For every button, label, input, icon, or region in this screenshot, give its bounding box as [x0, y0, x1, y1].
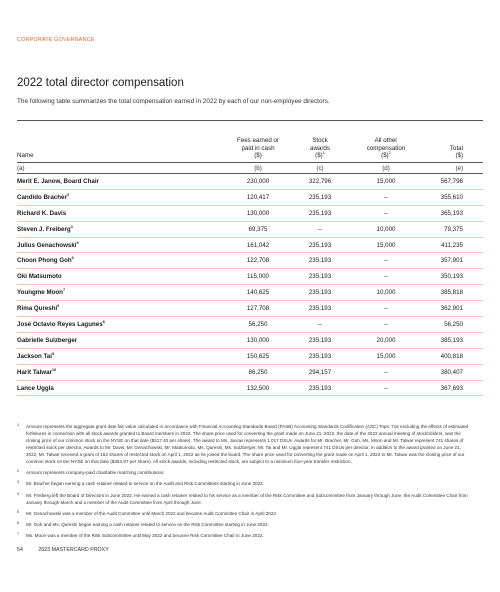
stock-awards-cell: 235,193	[294, 380, 346, 396]
header-fees: Fees earned or paid in cash ($)	[237, 137, 279, 159]
footnote: 3 Mr. Bracher began earning a cash retainer related to service on the Audit and Risk Committees starting in June 2022.	[17, 480, 264, 487]
footnote-marker: 5	[76, 240, 79, 245]
total-cell: 357,901	[426, 253, 483, 269]
fees-cell: 130,000	[222, 332, 294, 348]
total-cell: 367,693	[426, 380, 483, 396]
intro-text: The following table summarizes the total compensation earned in 2022 by each of our non-employee directors.	[17, 98, 330, 105]
footnote: 2 Amount represents company-paid charitable matching contributions.	[17, 469, 165, 476]
table-row	[17, 364, 483, 380]
footnotes	[17, 423, 483, 543]
director-name: Harit Talwar$^{10}$	[17, 364, 222, 380]
fees-cell: 150,625	[222, 348, 294, 364]
director-name: Youngme Moon$^7$	[17, 285, 222, 301]
stock-awards-cell: 235,193	[294, 348, 346, 364]
other-compensation-cell: –	[346, 380, 426, 396]
stock-awards-cell: –	[294, 221, 346, 237]
total-cell: 385,818	[426, 285, 483, 301]
total-cell: 567,796	[426, 174, 483, 190]
table-row	[17, 285, 483, 301]
total-cell: 79,375	[426, 221, 483, 237]
stock-awards-cell: 235,193	[294, 269, 346, 285]
other-compensation-cell: –	[346, 301, 426, 317]
director-name: Steven J. Freiberg$^4$	[17, 221, 222, 237]
table-row	[17, 189, 483, 205]
fees-cell: 86,250	[222, 364, 294, 380]
director-name: Oki Matsumoto	[17, 269, 222, 285]
page-footer	[17, 547, 109, 553]
fees-cell: 161,042	[222, 237, 294, 253]
total-cell: 411,235	[426, 237, 483, 253]
table-row	[17, 205, 483, 221]
other-compensation-cell: 10,000	[346, 221, 426, 237]
table-row	[17, 380, 483, 396]
other-compensation-cell: –	[346, 253, 426, 269]
total-cell: 385,193	[426, 332, 483, 348]
fees-cell: 140,625	[222, 285, 294, 301]
table-row	[17, 237, 483, 253]
other-compensation-cell: –	[346, 205, 426, 221]
stock-awards-cell: 235,193	[294, 285, 346, 301]
director-name: Julius Genachowski$^5$	[17, 237, 222, 253]
table-row	[17, 317, 483, 333]
stock-awards-cell: 235,193	[294, 253, 346, 269]
table-row	[17, 221, 483, 237]
table-row	[17, 301, 483, 317]
table-row	[17, 174, 483, 190]
other-compensation-cell: 15,000	[346, 174, 426, 190]
table-row	[17, 269, 483, 285]
fees-cell: 120,417	[222, 189, 294, 205]
other-compensation-cell: 15,000	[346, 237, 426, 253]
table-row	[17, 253, 483, 269]
footnote-marker: 3	[66, 192, 69, 197]
footnote-marker: 7	[62, 288, 66, 293]
section-label: CORPORATE GOVERNANCE	[17, 37, 95, 43]
footnote-marker: 6	[71, 256, 74, 261]
table-row	[17, 332, 483, 348]
stock-awards-cell: 235,193	[294, 332, 346, 348]
fees-cell: 56,250	[222, 317, 294, 333]
director-name: Gabrielle Sulzberger	[17, 332, 222, 348]
header-other-compensation: All other compensation ($)$^2$	[366, 137, 406, 159]
document-title: 2023 MASTERCARD PROXY	[38, 547, 109, 553]
stock-awards-cell: 294,157	[294, 364, 346, 380]
footnote-marker: 9	[51, 351, 55, 356]
footnote-marker: 8	[102, 319, 105, 324]
footnote-marker: 6	[57, 304, 60, 308]
header-name: Name	[17, 151, 34, 159]
fees-cell: 115,000	[222, 269, 294, 285]
director-name: José Octavio Reyes Lagunes$^8$	[17, 317, 222, 333]
stock-awards-cell: –	[294, 317, 346, 333]
stock-awards-cell: 235,193	[294, 301, 346, 317]
fees-cell: 130,000	[222, 205, 294, 221]
fees-cell: 69,375	[222, 221, 294, 237]
stock-awards-cell: 235,193	[294, 237, 346, 253]
fees-cell: 127,708	[222, 301, 294, 317]
total-cell: 365,193	[426, 205, 483, 221]
other-compensation-cell: –	[346, 269, 426, 285]
fees-cell: 122,708	[222, 253, 294, 269]
other-compensation-cell: –	[346, 317, 426, 333]
stock-awards-cell: 235,193	[294, 189, 346, 205]
fees-cell: 132,500	[222, 380, 294, 396]
director-name: Choon Phong Goh$^6$	[17, 253, 222, 269]
director-name: Merit E. Janow, Board Chair	[17, 174, 222, 190]
other-compensation-cell: 10,000	[346, 285, 426, 301]
footnote-marker: 10	[51, 367, 57, 372]
column-letter-row: (a) (b) (c) (d) (e)	[17, 163, 483, 174]
footnote: 7 Ms. Moon was a member of the Risk Subcommittee until May 2022 and became Risk Committee Chair in June 2022.	[17, 532, 264, 539]
table-header-row	[17, 121, 483, 163]
director-name: Lance Uggla	[17, 380, 222, 396]
total-cell: 400,818	[426, 348, 483, 364]
total-cell: 362,901	[426, 301, 483, 317]
page-number: 54	[17, 547, 23, 553]
footnote: 4 Mr. Freiberg left the Board of Directors in June 2022. He earned a cash retainer related to his service as a member of the Risk Committee and Subcommittee from January through June, the Audit Committee Chair from January through March and a member of the Audit Committee from April through June.	[17, 491, 468, 505]
director-name: Richard K. Davis	[17, 205, 222, 221]
stock-awards-cell: 235,193	[294, 205, 346, 221]
header-stock-awards: Stock awards ($)$^1$	[310, 137, 330, 159]
other-compensation-cell: 20,000	[346, 332, 426, 348]
director-name: Jackson Tai$^9$	[17, 348, 222, 364]
footnote: 1 Amount represents the aggregate grant date fair value calculated in accordance with Financial Accounting Standards Board (FASB) Accounting Standards Codification (ASC) Topic 718 excluding the effects of estimated forfeitures in connection with all stock awards granted to Board members in 2022. The share price used for converting the grant made on June 21, 2022, the date of the 2022 annual meeting of stockholders, was the closing price of our common stock on the NYSE on that date ($317.40 per share). The award to Ms. Janow represents 1,017 DSUs. Awards for Mr. Bracher, Mr. Goh, Ms. Moon and Mr. Talwar represent 741 shares of restricted stock per director. Awards to Mr. Davis, Mr. Genachowski, Mr. Matsumoto, Ms. Qureshi, Ms. Sulzberger, Mr. Tai and Mr. Uggla represent 741 DSUs per director. In addition to the award granted on June 21, 2022, Mr. Talwar received a grant of 162 shares of restricted stock on April 1, 2022 as he joined the board. The share price used for converting the grant made on April 1, 2022 to Mr. Talwar was the closing price of our common stock on the NYSE on that date ($363.97 per share). All stock awards, including restricted stock, are subject to a minimum four-year transfer restriction.	[17, 423, 469, 464]
fees-cell: 230,000	[222, 174, 294, 190]
total-cell: 380,407	[426, 364, 483, 380]
footnote-marker: 4	[70, 224, 73, 229]
total-cell: 355,610	[426, 189, 483, 205]
header-total: Total ($)	[449, 144, 463, 159]
total-cell: 56,250	[426, 317, 483, 333]
director-name: Rima Qureshi$^6$	[17, 301, 222, 317]
page-title: 2022 total director compensation	[17, 77, 184, 89]
table-row	[17, 348, 483, 364]
footnote: 5 Mr. Genachowski was a member of the Audit Committee until March 2022 and became Audit Committee Chair in April 2022.	[17, 509, 278, 516]
stock-awards-cell: 322,796	[294, 174, 346, 190]
director-name: Candido Bracher$^3$	[17, 189, 222, 205]
compensation-table	[17, 120, 483, 396]
footnote: 6 Mr. Goh and Ms. Qureshi began earning a cash retainer related to service on the Risk Committee starting in June 2022.	[17, 520, 269, 527]
other-compensation-cell: –	[346, 189, 426, 205]
other-compensation-cell: 15,000	[346, 348, 426, 364]
other-compensation-cell: –	[346, 364, 426, 380]
total-cell: 350,193	[426, 269, 483, 285]
